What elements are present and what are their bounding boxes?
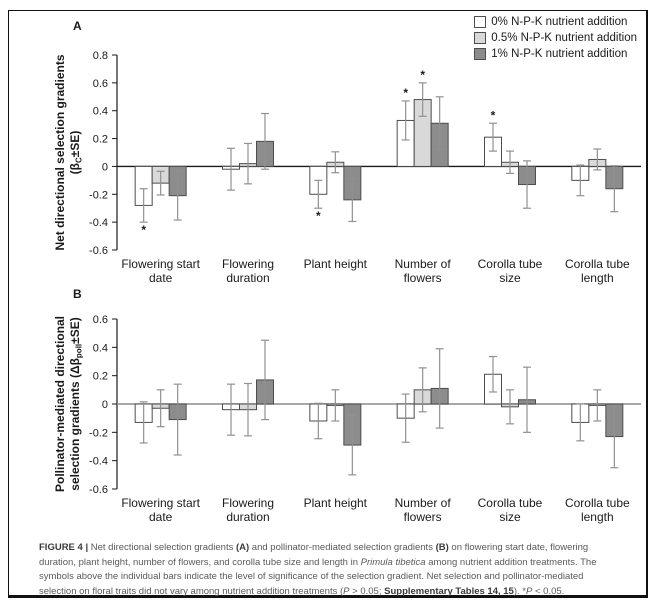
category-label: Flowering duration [221,496,275,524]
caption-segment: P [343,586,350,598]
category-label: Flowering duration [221,257,275,285]
caption-segment: Net directional selection gradients [90,542,236,553]
caption-segment: < 0.05. [532,586,565,598]
significance-star: * [141,223,147,238]
y-tick-label: 0.4 [92,105,108,118]
y-axis-title: $(\beta_C\pm SE)$ [68,130,84,175]
panel-b-chart [29,305,645,533]
caption-segment: on flowering start date, flowering duration, plant height, number of flowers, and corolla tube size and length in [39,542,589,568]
category-label: Number of flowers [394,257,451,285]
category-label: Corolla tube size [477,496,543,524]
caption-segment: Primula tibetica [360,556,426,568]
category-label: Number of flowers [394,496,451,524]
caption-segment: (A) [235,542,250,553]
category-label: Plant height [303,257,368,271]
y-axis-title: Net directional selection gradients [53,54,67,251]
category-label: Corolla tube size [477,257,543,285]
significance-star: * [420,67,426,82]
y-tick-label: 0.2 [92,370,108,383]
y-tick-label: 0 [101,161,108,174]
legend-item-label: 0.5% N-P-K nutrient addition [491,32,637,44]
panel-a-chart [29,41,645,291]
category-label: Flowering start date [121,257,201,285]
y-tick-label: -0.2 [89,427,108,440]
y-tick-label: 0.6 [92,77,108,90]
panel-a-label: A [73,19,82,33]
caption-segment: (B) [435,542,449,553]
y-tick-label: -0.6 [89,484,108,496]
caption-segment: P [525,586,533,598]
y-tick-label: -0.4 [89,217,108,230]
y-tick-label: 0.6 [92,314,108,326]
caption-segment: ). * [513,586,526,598]
y-tick-label: -0.6 [89,245,108,257]
y-tick-label: 0.8 [92,50,108,62]
legend-item-label: 0% N-P-K nutrient addition [491,16,628,28]
caption-segment: > 0.05; [349,586,385,598]
caption-segment: FIGURE 4 | [39,542,91,553]
y-axis-title: Pollinator-mediated directional [53,315,67,493]
legend-item [474,16,637,28]
y-axis-title: selection gradients $(\Delta\beta_{poll}\pm SE)$ [68,317,84,491]
significance-star: * [315,209,321,224]
category-label: Corolla tube length [564,257,630,285]
legend-swatch-icon [474,16,486,28]
y-tick-label: -0.4 [89,455,108,468]
caption-segment: among nutrient addition treatments. The symbols above the individual bars indicate the level of significance of the selection gradient. Net selection and pollinator-mediated selection on floral traits did not vary among nutrient addition treatments ( [39,556,597,598]
y-tick-label: 0 [101,399,108,411]
y-tick-label: -0.2 [89,189,108,202]
caption-segment: Supplementary Tables 14, 15 [384,586,514,598]
category-label: Flowering start date [121,496,201,524]
panel-b-label: B [73,287,82,301]
category-label: Plant height [303,496,368,510]
significance-star: * [490,108,496,123]
figure-caption [39,541,619,600]
significance-star: * [403,85,409,100]
y-tick-label: 0.4 [92,342,108,355]
legend-item-label: 1% N-P-K nutrient addition [491,48,628,60]
category-label: Corolla tube length [564,496,630,524]
y-tick-label: 0.2 [92,133,108,146]
caption-segment: and pollinator-mediated selection gradients [249,542,436,553]
figure-frame [8,10,648,598]
